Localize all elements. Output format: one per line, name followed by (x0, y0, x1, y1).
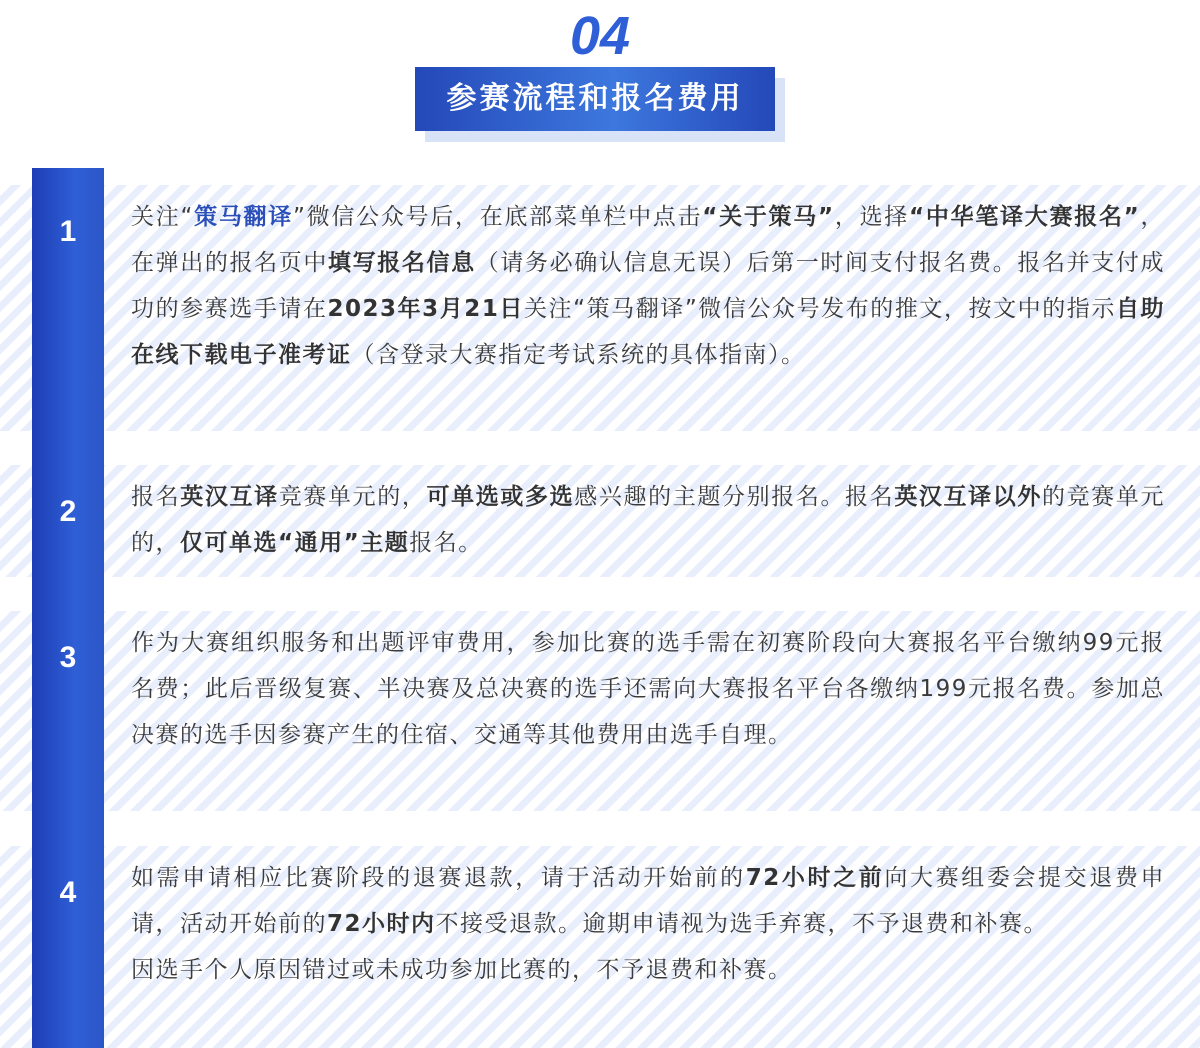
step-3-text: 作为大赛组织服务和出题评审费用，参加比赛的选手需在初赛阶段向大赛报名平台缴纳99元报名费；此后晋级复赛、半决赛及总决赛的选手还需向大赛报名平台各缴纳199元报名费。参加总决赛的选手因参赛产生的住宿、交通等其他费用由选手自理。 (131, 630, 1165, 748)
accent-bar (32, 168, 104, 1048)
step-4-number: 4 (59, 876, 77, 909)
step-1-text: 关注“策马翻译”微信公众号后，在底部菜单栏中点击“关于策马”，选择“中华笔译大赛报名”，在弹出的报名页中填写报名信息（请务必确认信息无误）后第一时间支付报名费。报名并支付成功的参赛选手请在2023年3月21日关注“策马翻译”微信公众号发布的推文，按文中的指示自助在线下载电子准考证（含登录大赛指定考试系统的具体指南）。 (131, 204, 1166, 368)
step-2-text: 报名英汉互译竞赛单元的，可单选或多选感兴趣的主题分别报名。报名英汉互译以外的竞赛单元的，仅可单选“通用”主题报名。 (131, 484, 1166, 556)
step-2-number: 2 (59, 495, 77, 528)
step-4-text: 如需申请相应比赛阶段的退赛退款，请于活动开始前的72小时之前向大赛组委会提交退费申请，活动开始前的72小时内不接受退款。逾期申请视为选手弃赛，不予退费和补赛。 因选手个人原因错过或未成功参加比赛的，不予退费和补赛。 (131, 855, 1165, 993)
section-title: 参赛流程和报名费用 (415, 67, 775, 131)
step-4-note: 因选手个人原因错过或未成功参加比赛的，不予退费和补赛。 (131, 957, 793, 983)
step-3-number: 3 (59, 641, 77, 674)
section-number: 04 (569, 6, 631, 66)
step-1-number: 1 (59, 215, 77, 248)
highlight-brand: 策马翻译 (193, 204, 294, 230)
